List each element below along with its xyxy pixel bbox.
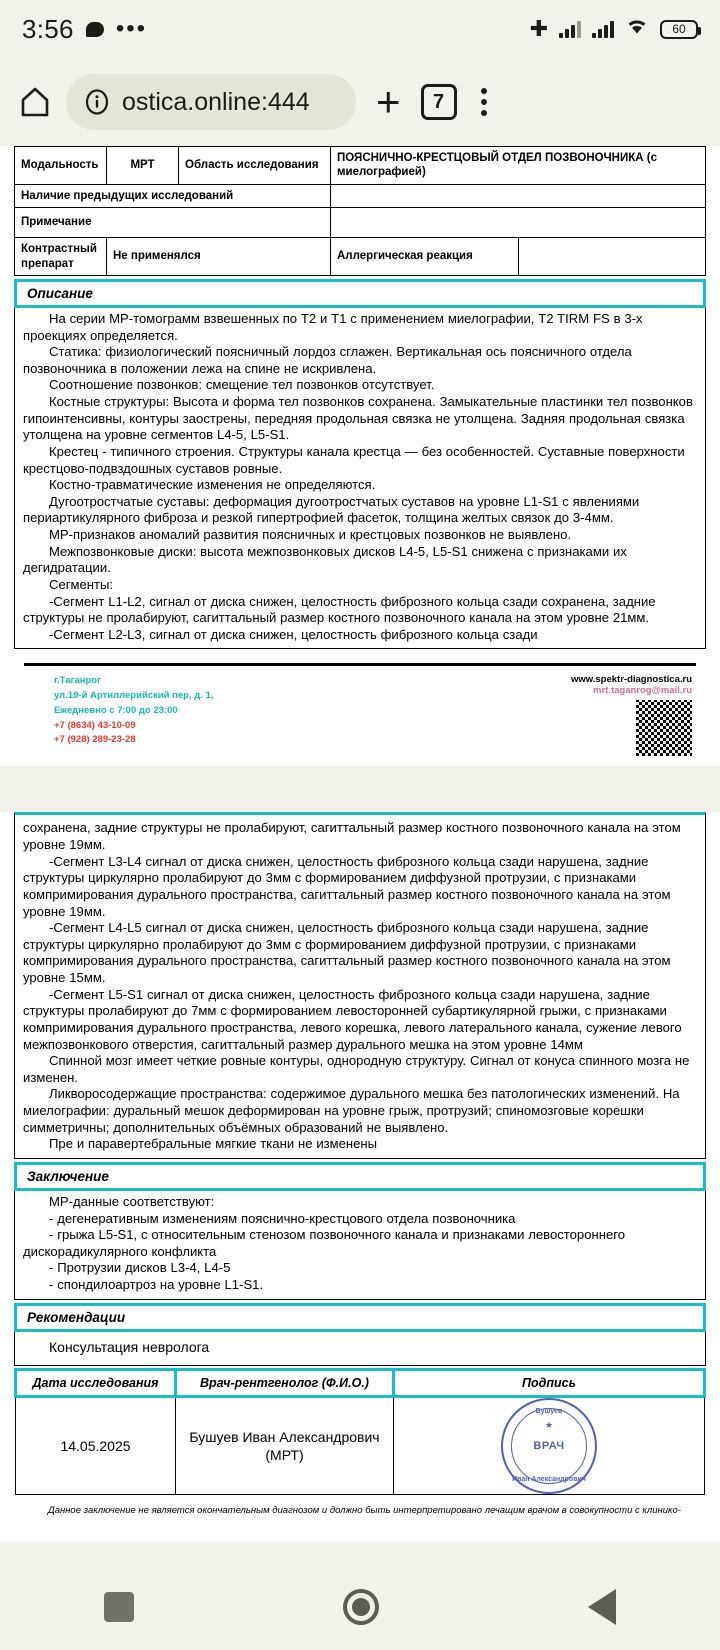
signal-bars-icon-sim2 [592, 20, 614, 38]
study-area-title: ПОЯСНИЧНО-КРЕСТЦОВЫЙ ОТДЕЛ ПОЗВОНОЧНИКА (с миелографией) [331, 147, 706, 185]
note-label: Примечание [15, 208, 331, 238]
recommendations-section-header: Рекомендации [14, 1303, 706, 1332]
clinic-hours: Ежедневно с 7:00 до 23:00 [54, 704, 178, 716]
table-row [16, 1370, 705, 1397]
clinic-web-block [571, 674, 692, 756]
conclusion-line: МР-данные соответствуют: [49, 1193, 215, 1209]
signature-table [14, 1368, 706, 1495]
description-paragraph: МР-признаков аномалий развития поясничных и крестцовых позвонков не выявлено. [49, 527, 572, 542]
allergy-value [518, 238, 706, 276]
note-value [331, 208, 706, 238]
qr-code-icon [636, 700, 692, 756]
circle-home-icon[interactable] [343, 1589, 379, 1625]
table-row [15, 238, 706, 276]
contrast-value: Не применялся [107, 238, 331, 276]
stamp-star-icon: ★ [544, 1420, 554, 1431]
report-disclaimer: Данное заключение не является окончательным диагнозом и должно быть интерпретировано лечащим врачом в совокупности с клинико- [48, 1505, 681, 1517]
wifi-icon [625, 17, 649, 41]
signal-bars-icon-sim1 [559, 20, 581, 38]
clinic-email[interactable]: mrt.taganrog@mail.ru [593, 685, 692, 697]
doctor-column-header: Врач-рентгенолог (Ф.И.О.) [176, 1370, 394, 1397]
clinic-phone-2[interactable]: +7 (928) 289-23-28 [54, 734, 136, 746]
description-paragraph: -Сегмент L1-L2, сигнал от диска снижен, целостность фиброзного кольца сзади сохранена, задние структуры не пролабируют, сагиттальный размер костного позвоночного канала на этом уровне 21мм. [23, 593, 656, 626]
status-bar [0, 0, 720, 58]
status-time: 3:56 [22, 13, 74, 44]
table-row [16, 1397, 705, 1495]
conclusion-line: - Протрузии дисков L3-4, L4-5 [49, 1260, 231, 1276]
doctor-department: (МРТ) [265, 1447, 304, 1464]
description-paragraph: Дугоотростчатые суставы: деформация дугоотростчатых суставов на уровне L1-S1 с явлениями периартикулярного фиброза и резкой гипертрофией фасеток, толщина желтых связок до 3-4мм. [23, 493, 640, 526]
description-paragraph: -Сегмент L3-L4 сигнал от диска снижен, целостность фиброзного кольца сзади нарушена, задние структуры циркулярно пролабируют до 3мм с формированием диффузной протрузии, с признаками компримирования дурального пространства, сагиттальный размер костного позвоночного канала на этом уровне 19мм. [23, 853, 671, 919]
tab-counter-button[interactable]: 7 [421, 84, 457, 120]
signature-column-header: Подпись [394, 1370, 705, 1397]
table-row [15, 147, 706, 185]
contrast-label: Контрастный препарат [15, 238, 107, 276]
description-paragraph: -Сегмент L5-S1 сигнал от диска снижен, целостность фиброзного кольца сзади нарушена, задние структуры пролабируют до 7мм с формированием левосторонней субартикулярной грыжи, с признаками компримирования дурального пространства, левого корешка, левого латерального канала, сужение левого межпозвонкового отверстия, сагиттальный размер дурального мешка на этом уровне 14мм [23, 986, 682, 1052]
battery-icon [660, 20, 698, 39]
conclusion-line: - спондилоартроз на уровне L1-S1. [49, 1277, 264, 1292]
overflow-menu-button[interactable] [471, 88, 497, 116]
allergy-label: Аллергическая реакция [331, 238, 519, 276]
clinic-address: ул.19-й Артиллерийский пер, д. 1, [54, 690, 214, 702]
description-paragraph: Костные структуры: Высота и форма тел позвонков сохранена. Замыкательные пластинки тел позвонков гипоинтенсивны, контуры заострены, передняя продольная связка не утолщена. Задняя продольная связка утолщена на уровне сегментов L4-5, L5-S1. [23, 394, 693, 443]
clinic-city: г.Таганрог [54, 675, 102, 687]
description-paragraph: На серии МР-томограмм взвешенных по Т2 и Т1 с применением миелографии, T2 TIRM FS в 3-х проекциях определяется. [23, 310, 643, 343]
description-paragraph: Межпозвонковые диски: высота межпозвонковых дисков L4-5, L5-S1 снижена с признаками их дегидратации. [23, 543, 627, 576]
description-continuation: сохранена, задние структуры не пролабируют, сагиттальный размер костного позвоночного канала на этом уровне 19мм. [23, 820, 681, 852]
site-info-icon[interactable] [84, 89, 110, 115]
document-page-1 [0, 146, 720, 766]
modality-label: Модальность [15, 147, 107, 185]
description-paragraph: Ликворосодержащие пространства: содержимое дурального мешка без патологических изменений. На миелографии: дуральный мешок деформирован на уровне грыж, протрузий; спиномозговые корешки симметричны; дополнительных объёмных образований не выявлено. [23, 1086, 680, 1135]
description-paragraph: Соотношение позвонков: смещение тел позвонков отсутствует. [49, 377, 435, 393]
android-nav-bar [0, 1564, 720, 1650]
conclusion-line: - грыжа L5-S1, с относительным стенозом позвоночного канала и признаками левостороннего дискорадикулярного конфликта [23, 1227, 626, 1259]
triangle-back-icon[interactable] [588, 1589, 616, 1625]
chat-bubble-icon [86, 22, 104, 37]
description-paragraph: -Сегмент L2-L3, сигнал от диска снижен, целостность фиброзного кольца сзади [49, 626, 538, 642]
signature-cell [394, 1397, 705, 1495]
stamp-bottom-text: Иван Александрович [512, 1476, 586, 1484]
study-date-value: 14.05.2025 [16, 1397, 176, 1495]
description-paragraph: Сегменты: [49, 576, 114, 592]
table-row [15, 184, 706, 207]
document-page-2 [0, 812, 720, 1541]
modality-value: МРТ [107, 147, 179, 185]
clinic-footer [14, 666, 706, 766]
browser-toolbar [0, 58, 720, 146]
document-viewport[interactable] [0, 146, 720, 1542]
description-paragraph: -Сегмент L4-L5 сигнал от диска снижен, целостность фиброзного кольца сзади нарушена, задние структуры циркулярно пролабируют до 3мм с формированием диффузной протрузии, с признаками компримирования дурального пространства, сагиттальный размер костного позвоночного канала на этом уровне 15мм. [23, 920, 671, 985]
status-bar-left [22, 14, 147, 45]
stamp-top-text: Бушуев [535, 1408, 563, 1416]
status-bar-right [530, 16, 698, 42]
description-section-header: Описание [14, 279, 706, 308]
area-label: Область исследования [179, 147, 331, 185]
battery-level: 60 [672, 22, 686, 36]
recommendations-body [14, 1332, 706, 1367]
clinic-phone-1[interactable]: +7 (8634) 43-10-09 [54, 719, 136, 731]
url-input[interactable]: ostica.online:444 [122, 87, 310, 116]
home-icon[interactable] [18, 85, 52, 119]
conclusion-line: - дегенеративным изменениям пояснично-крестцового отдела позвоночника [49, 1210, 516, 1226]
table-row [15, 208, 706, 238]
new-tab-button[interactable]: + [376, 78, 401, 125]
clinic-contact-block [54, 674, 213, 756]
description-paragraph: Костно-травматические изменения не определяются. [49, 477, 376, 493]
description-body-page1 [14, 308, 706, 650]
doctor-stamp-icon [501, 1398, 597, 1494]
previous-studies-label: Наличие предыдущих исследований [15, 184, 331, 207]
description-paragraph: Пре и паравертебральные мягкие ткани не изменены [49, 1136, 378, 1152]
square-recents-icon[interactable] [104, 1592, 134, 1622]
description-paragraph: Статика: физиологический поясничный лордоз сглажен. Вертикальная ось поясничного отдела позвоночника в положении лежа на спине не искривлена. [23, 344, 632, 376]
recommendations-text: Консультация невролога [49, 1338, 210, 1355]
previous-studies-value [331, 184, 706, 207]
doctor-name-cell [176, 1397, 394, 1495]
description-paragraph: Спинной мозг имеет четкие ровные контуры, однородную структуру. Сигнал от конуса спинного мозга не изменен. [23, 1053, 690, 1085]
clinic-website[interactable]: www.spektr-diagnostica.ru [570, 674, 692, 686]
description-paragraph: Крестец - типичного строения. Структуры канала крестца — без особенностей. Суставные поверхности крестцово-подвздошных суставов ровные. [23, 443, 685, 476]
conclusion-body [14, 1191, 706, 1300]
page-separator [0, 766, 720, 812]
bluetooth-icon: ✚ [529, 16, 548, 41]
conclusion-section-header: Заключение [14, 1162, 706, 1191]
date-column-header: Дата исследования [16, 1370, 176, 1397]
stamp-middle-text: ВРАЧ [533, 1440, 565, 1453]
more-dots-icon: ••• [115, 15, 148, 42]
description-body-page2 [14, 812, 706, 1159]
url-bar[interactable] [66, 74, 356, 130]
doctor-name: Бушуев Иван Александрович [189, 1429, 380, 1446]
report-meta-table [14, 146, 706, 276]
